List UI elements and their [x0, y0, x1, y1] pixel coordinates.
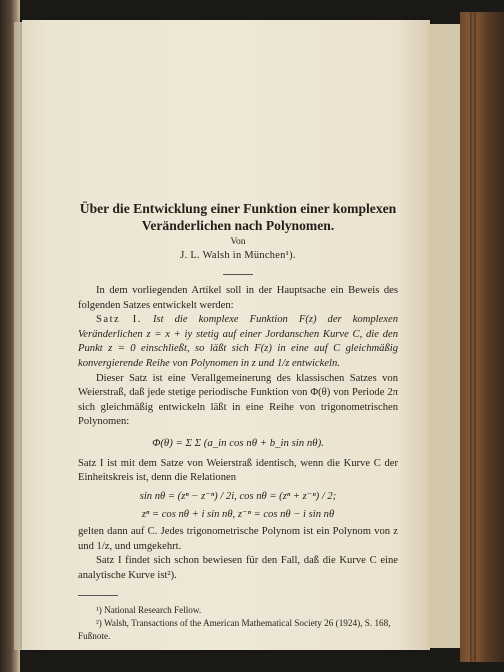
paragraph-intro: In dem vorliegenden Artikel soll in der Hauptsache ein Beweis des folgenden Satzes entwickelt werden:	[78, 285, 398, 311]
title-divider	[223, 274, 253, 275]
paragraph-satz-bewiesen: Satz I findet sich schon bewiesen für den Fall, daß die Kurve C eine analytische Kurve ist²).	[78, 555, 398, 581]
formula-sin-cos: sin nθ = (zⁿ − z⁻ⁿ) / 2i, cos nθ = (zⁿ + z⁻ⁿ) / 2;	[139, 490, 337, 502]
article-body	[78, 284, 398, 643]
satz-text: Ist die komplexe Funktion F(z) der komplexen Veränderlichen z = x + iy stetig auf einer Jordanschen Kurve C, die den Punkt z = 0 einschließt, so läßt sich F(z) in eine auf C gleichmäßig konvergierende Reihe von Polynomen in z und 1/z entwickeln.	[78, 314, 398, 369]
title-line-2: Veränderlichen nach Polynomen.	[141, 218, 335, 233]
footnote-divider	[78, 595, 118, 596]
satz-label: Satz I.	[96, 314, 142, 326]
formula-trig-series: Φ(θ) = Σ Σ (a_in cos nθ + b_in sin nθ).	[152, 436, 324, 449]
footnote-2-continued: Fußnote.	[78, 631, 111, 642]
formula-euler: zⁿ = cos nθ + i sin nθ, z⁻ⁿ = cos nθ − i sin nθ	[141, 509, 335, 521]
footnote-1: ¹) National Research Fellow.	[96, 605, 202, 616]
article-title	[78, 200, 398, 234]
paragraph-dieser-satz: Dieser Satz ist eine Verallgemeinerung des klassischen Satzes von Weierstraß, daß jede stetige periodische Funktion von Φ(θ) von Periode 2π sich gleichmäßig entwickeln läßt in eine Reihe von trigonometrischen Polynomen:	[78, 372, 398, 428]
paragraph-satz-1	[78, 313, 398, 371]
von-label: Von	[230, 237, 246, 247]
footnote-2: ²) Walsh, Transactions of the American Mathematical Society 26 (1924), S. 168,	[96, 618, 391, 629]
page	[22, 20, 430, 650]
page-stack	[428, 24, 462, 648]
paragraph-gelten: gelten dann auf C. Jedes trigonometrische Polynom ist ein Polynom von z und 1/z, und umgekehrt.	[78, 525, 398, 552]
author-line: J. L. Walsh in München¹).	[180, 250, 296, 261]
paragraph-satz-identisch: Satz I ist mit dem Satze von Weierstraß identisch, wenn die Kurve C der Einheitskreis ist, denn die Relationen	[78, 457, 398, 484]
book-binding	[460, 12, 504, 662]
title-line-1: Über die Entwicklung einer Funktion einer komplexen	[79, 201, 397, 216]
binding-strip	[470, 12, 476, 662]
